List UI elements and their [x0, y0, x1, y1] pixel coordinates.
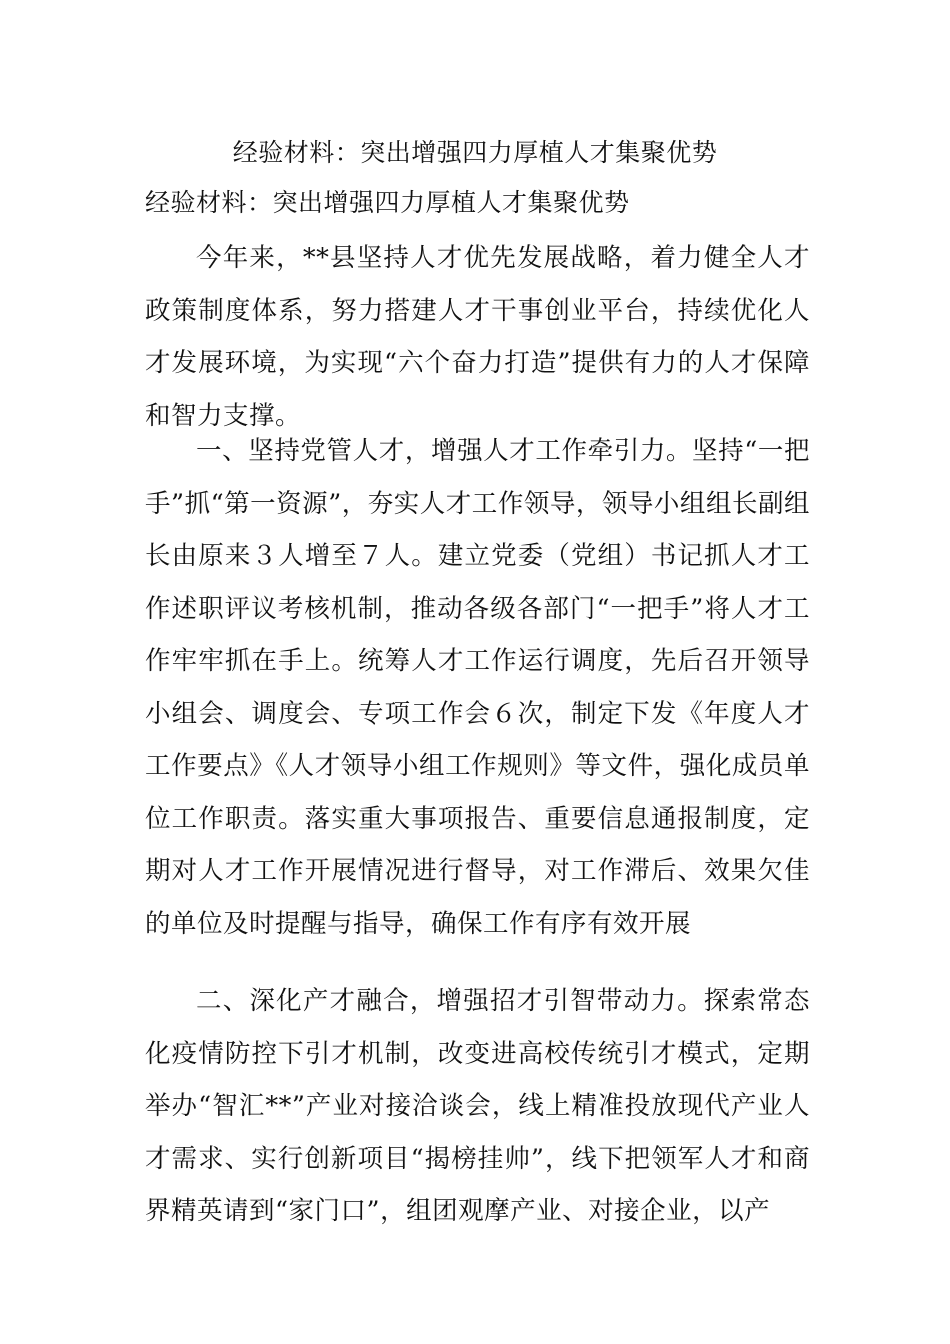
- paragraph-text: 一、坚持党管人才，增强人才工作牵引力。坚持“一把手”抓“第一资源”，夯实人才工作领导，领导小组组长副组长由原来３人增至７人。建立党委（党组）书记抓人才工作述职评议考核机制，推动各级各部门“一把手”将人才工作牢牢抓在手上。统筹人才工作运行调度，先后召开领导小组会、调度会、专项工作会６次，制定下发《年度人才工作要点》《人才领导小组工作规则》等文件，强化成员单位工作职责。落实重大事项报告、重要信息通报制度，定期对人才工作开展情况进行督导，对工作滞后、效果欠佳的单位及时提醒与指导，确保工作有序有效开展: [145, 436, 810, 939]
- paragraph-section-two: [145, 975, 810, 1238]
- paragraph-section-one: [145, 425, 810, 950]
- paragraph-intro: [145, 232, 810, 442]
- document-title: 经验材料：突出增强四力厚植人才集聚优势: [232, 138, 718, 167]
- paragraph-text: 今年来，**县坚持人才优先发展战略，着力健全人才政策制度体系，努力搭建人才干事创业平台，持续优化人才发展环境，为实现“六个奋力打造”提供有力的人才保障和智力支撑。: [145, 243, 810, 431]
- paragraph-text: 二、深化产才融合，增强招才引智带动力。探索常态化疫情防控下引才机制，改变进高校传统引才模式，定期举办“智汇**”产业对接洽谈会，线上精准投放现代产业人才需求、实行创新项目“揭榜挂帅”，线下把领军人才和商界精英请到“家门口”，组团观摩产业、对接企业，以产: [145, 986, 810, 1226]
- document-subtitle: 经验材料：突出增强四力厚植人才集聚优势: [145, 188, 630, 217]
